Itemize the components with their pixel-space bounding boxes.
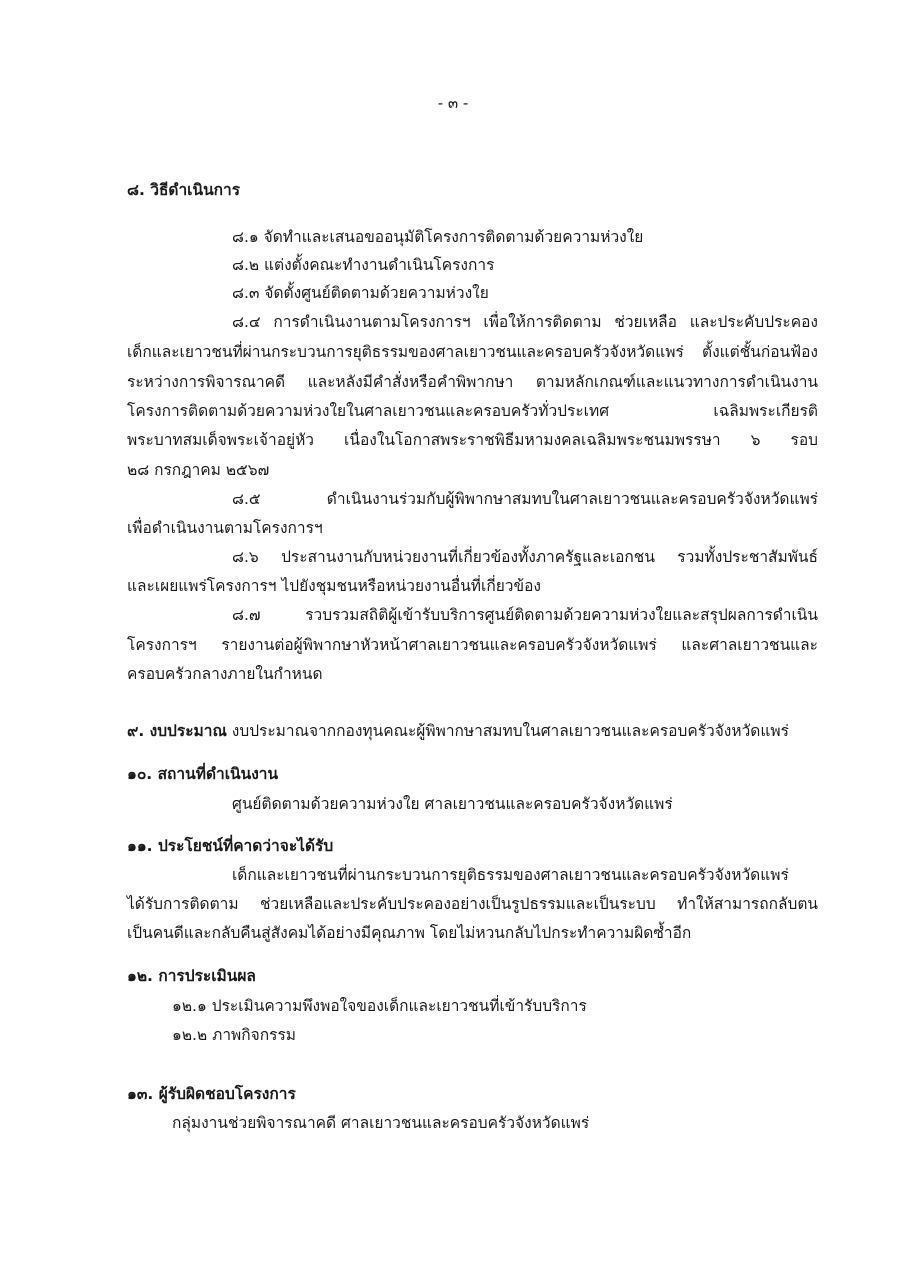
section-12-heading: ๑๒. การประเมินผล (127, 967, 256, 985)
section-8-4-line-1: ๘.๔ การดำเนินงานตามโครงการฯ เพื่อให้การติดตาม ช่วยเหลือ และประคับประคอง (232, 313, 818, 331)
section-12-2: ๑๒.๒ ภาพกิจกรรม (172, 1026, 296, 1044)
section-11-line-3: เป็นคนดีและกลับคืนสู่สังคมได้อย่างมีคุณภาพ โดยไม่หวนกลับไปกระทำความผิดซ้ำอีก (127, 924, 692, 942)
section-11-line-2: ได้รับการติดตาม ช่วยเหลือและประคับประคองอย่างเป็นรูปธรรมและเป็นระบบ ทำให้สามารถกลับตน (127, 895, 818, 913)
section-8-3: ๘.๓ จัดตั้งศูนย์ติดตามด้วยความห่วงใย (232, 284, 489, 302)
section-8-4-line-5: พระบาทสมเด็จพระเจ้าอยู่หัว เนื่องในโอกาสพระราชพิธีมหามงคลเฉลิมพระชนมพรรษา ๖ รอบ (127, 431, 818, 449)
section-8-7-line-3: ครอบครัวกลางภายในกำหนด (127, 665, 323, 683)
section-10-text: ศูนย์ติดตามด้วยความห่วงใย ศาลเยาวชนและครอบครัวจังหวัดแพร่ (232, 795, 673, 813)
section-8-6-line-1: ๘.๖ ประสานงานกับหน่วยงานที่เกี่ยวข้องทั้งภาครัฐและเอกชน รวมทั้งประชาสัมพันธ์ (232, 548, 818, 566)
section-8-4-line-4: โครงการติดตามด้วยความห่วงใยในศาลเยาวชนและครอบครัวทั่วประเทศ เฉลิมพระเกียรติ (127, 402, 818, 420)
section-8-1: ๘.๑ จัดทำและเสนอขออนุมัติโครงการติดตามด้วยความห่วงใย (232, 228, 644, 246)
section-8-4-line-2: เด็กและเยาวชนที่ผ่านกระบวนการยุติธรรมของศาลเยาวชนและครอบครัวจังหวัดแพร่ ตั้งแต่ชั้นก่อนฟ้อง (127, 343, 818, 361)
section-8-5-line-2: เพื่อดำเนินงานตามโครงการฯ (127, 519, 323, 537)
section-8-7-line-2: โครงการฯ รายงานต่อผู้พิพากษาหัวหน้าศาลเยาวชนและครอบครัวจังหวัดแพร่ และศาลเยาวชนและ (127, 636, 818, 654)
page-number: - ๓ - (437, 94, 469, 112)
section-8-6-line-2: และเผยแพร่โครงการฯ ไปยังชุมชนหรือหน่วยงานอื่นที่เกี่ยวข้อง (127, 577, 541, 595)
section-9 (127, 716, 789, 746)
section-8-7-line-1: ๘.๗ รวบรวมสถิติผู้เข้ารับบริการศูนย์ติดตามด้วยความห่วงใยและสรุปผลการดำเนิน (232, 606, 818, 624)
section-13-heading: ๑๓. ผู้รับผิดชอบโครงการ (127, 1085, 296, 1103)
section-8-4-line-3: ระหว่างการพิจารณาคดี และหลังมีคำสั่งหรือคำพิพากษา ตามหลักเกณฑ์และแนวทางการดำเนินงาน (127, 373, 818, 391)
section-8-4-line-6: ๒๘ กรกฎาคม ๒๕๖๗ (127, 461, 270, 479)
section-11-heading: ๑๑. ประโยชน์ที่คาดว่าจะได้รับ (127, 837, 334, 855)
section-8-heading: ๘. วิธีดำเนินการ (127, 181, 241, 199)
section-11-line-1: เด็กและเยาวชนที่ผ่านกระบวนการยุติธรรมของศาลเยาวชนและครอบครัวจังหวัดแพร่ (232, 866, 789, 884)
section-13-text: กลุ่มงานช่วยพิจารณาคดี ศาลเยาวชนและครอบครัวจังหวัดแพร่ (172, 1114, 590, 1132)
section-10-heading: ๑๐. สถานที่ดำเนินงาน (127, 765, 279, 783)
section-8-5-line-1: ๘.๕ ดำเนินงานร่วมกับผู้พิพากษาสมทบในศาลเยาวชนและครอบครัวจังหวัดแพร่ (232, 490, 818, 508)
section-12-1: ๑๒.๑ ประเมินความพึงพอใจของเด็กและเยาวชนที่เข้ารับบริการ (172, 997, 587, 1015)
section-8-2: ๘.๒ แต่งตั้งคณะทำงานดำเนินโครงการ (232, 256, 495, 274)
section-9-text: งบประมาณจากกองทุนคณะผู้พิพากษาสมทบในศาลเยาวชนและครอบครัวจังหวัดแพร่ (231, 722, 789, 740)
section-9-heading: ๙. งบประมาณ (127, 722, 227, 740)
